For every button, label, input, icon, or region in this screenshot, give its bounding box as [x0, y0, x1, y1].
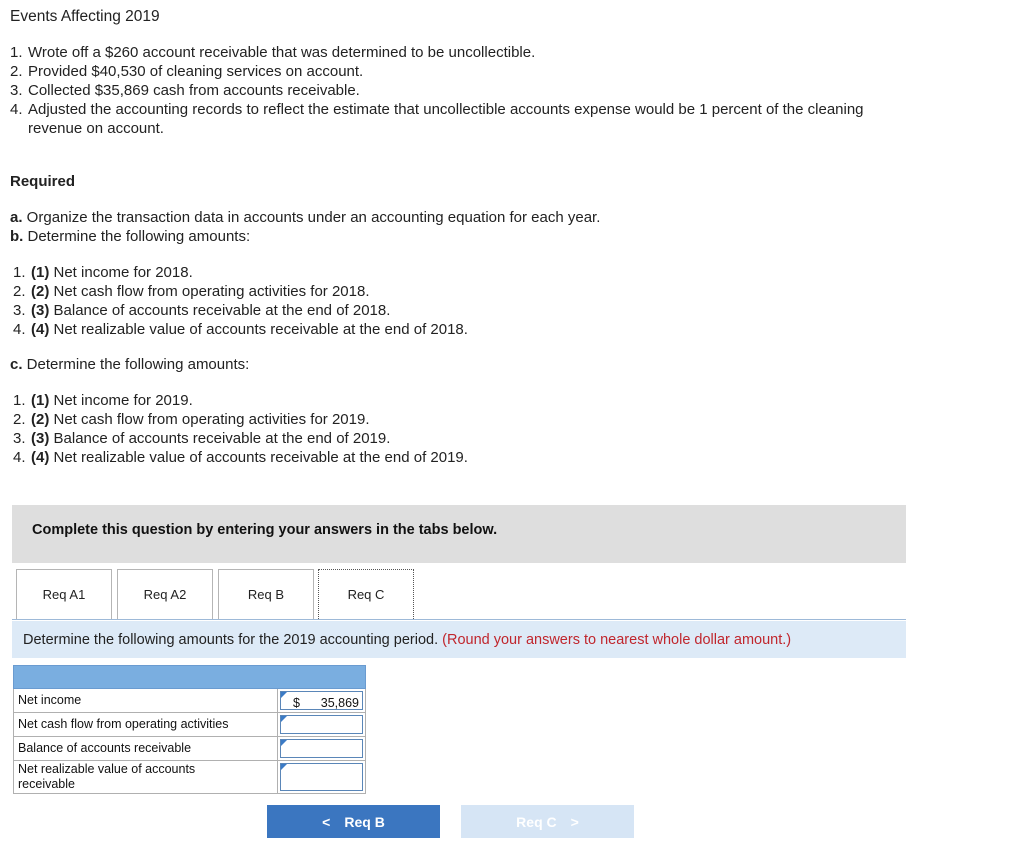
requirement-c-label: c.: [10, 356, 23, 373]
rounding-note: (Round your answers to nearest whole dollar amount.): [442, 632, 792, 648]
requirement-b-list: [13, 263, 468, 339]
flag-icon: [281, 692, 287, 698]
net-realizable-value-input[interactable]: [280, 763, 363, 791]
list-item: 3. (3) Balance of accounts receivable at the end of 2019.: [13, 430, 391, 447]
accounts-receivable-input[interactable]: [280, 739, 363, 758]
tab-req-a2[interactable]: [117, 569, 213, 619]
flag-icon: [281, 716, 287, 722]
tab-instruction: [12, 621, 906, 658]
tab-label: Req A2: [143, 587, 187, 602]
tab-divider: [12, 619, 906, 620]
list-item: 1. Wrote off a $260 account receivable that was determined to be uncollectible.: [10, 44, 536, 61]
tab-req-b[interactable]: [218, 569, 314, 619]
next-req-c-button[interactable]: [461, 805, 634, 838]
list-item: 3. (3) Balance of accounts receivable at the end of 2018.: [13, 302, 391, 319]
events-list: [10, 43, 864, 138]
flag-icon: [281, 740, 287, 746]
net-income-value: 35,869: [320, 696, 359, 710]
list-item: 2. Provided $40,530 of cleaning services on account.: [10, 63, 364, 80]
instructions-banner: [12, 505, 906, 563]
row-label-accounts-receivable: Balance of accounts receivable: [13, 737, 278, 761]
tab-label: Req B: [247, 587, 285, 602]
requirement-c: [10, 355, 249, 374]
required-heading: Required: [10, 173, 76, 190]
list-item: revenue on account.: [28, 120, 164, 137]
requirement-a: [10, 208, 600, 227]
accounts-receivable-cell: [278, 737, 366, 761]
chevron-left-icon: <: [322, 813, 331, 830]
requirement-b: [10, 227, 250, 246]
flag-icon: [281, 764, 287, 770]
net-income-input[interactable]: [280, 691, 363, 710]
list-item: 4. Adjusted the accounting records to reflect the estimate that uncollectible accounts expense would be 1 percent of the cleaning: [10, 101, 864, 118]
requirement-a-label: a.: [10, 209, 23, 226]
banner-text: Complete this question by entering your answers in the tabs below.: [32, 522, 498, 538]
list-item: 2. (2) Net cash flow from operating activities for 2019.: [13, 411, 370, 428]
requirement-a-text: Organize the transaction data in accounts under an accounting equation for each year.: [22, 209, 601, 226]
net-cash-flow-cell: [278, 713, 366, 737]
net-income-cell: [278, 689, 366, 713]
requirement-b-label: b.: [10, 228, 24, 245]
chevron-right-icon: >: [570, 813, 579, 830]
requirement-c-list: [13, 391, 468, 467]
prev-req-b-button[interactable]: [267, 805, 440, 838]
row-label-net-cash-flow: Net cash flow from operating activities: [13, 713, 278, 737]
list-item: 1. (1) Net income for 2018.: [13, 264, 193, 281]
currency-symbol: $: [293, 696, 300, 710]
net-cash-flow-input[interactable]: [280, 715, 363, 734]
list-item: 3. Collected $35,869 cash from accounts receivable.: [10, 82, 360, 99]
events-title: Events Affecting 2019: [10, 8, 160, 25]
tab-req-a1[interactable]: [16, 569, 112, 619]
requirement-b-text: Determine the following amounts:: [23, 228, 251, 245]
list-item: 1. (1) Net income for 2019.: [13, 392, 193, 409]
answer-table-header: [13, 665, 366, 689]
tab-label: Req C: [347, 587, 385, 602]
instruction-line: [23, 632, 791, 648]
tab-label: Req A1: [42, 587, 86, 602]
next-button-label: Req C: [516, 813, 557, 830]
tab-req-c[interactable]: [318, 569, 414, 619]
prev-button-label: Req B: [344, 813, 385, 830]
list-item: 4. (4) Net realizable value of accounts receivable at the end of 2018.: [13, 321, 468, 338]
requirement-c-text: Determine the following amounts:: [22, 356, 250, 373]
row-label-net-income: Net income: [13, 689, 278, 713]
list-item: 4. (4) Net realizable value of accounts receivable at the end of 2019.: [13, 449, 468, 466]
instruction-text: Determine the following amounts for the 2019 accounting period.: [23, 632, 443, 648]
net-realizable-value-cell: [278, 761, 366, 794]
row-label-net-realizable-value: Net realizable value of accounts receivable: [13, 761, 278, 794]
list-item: 2. (2) Net cash flow from operating activities for 2018.: [13, 283, 370, 300]
